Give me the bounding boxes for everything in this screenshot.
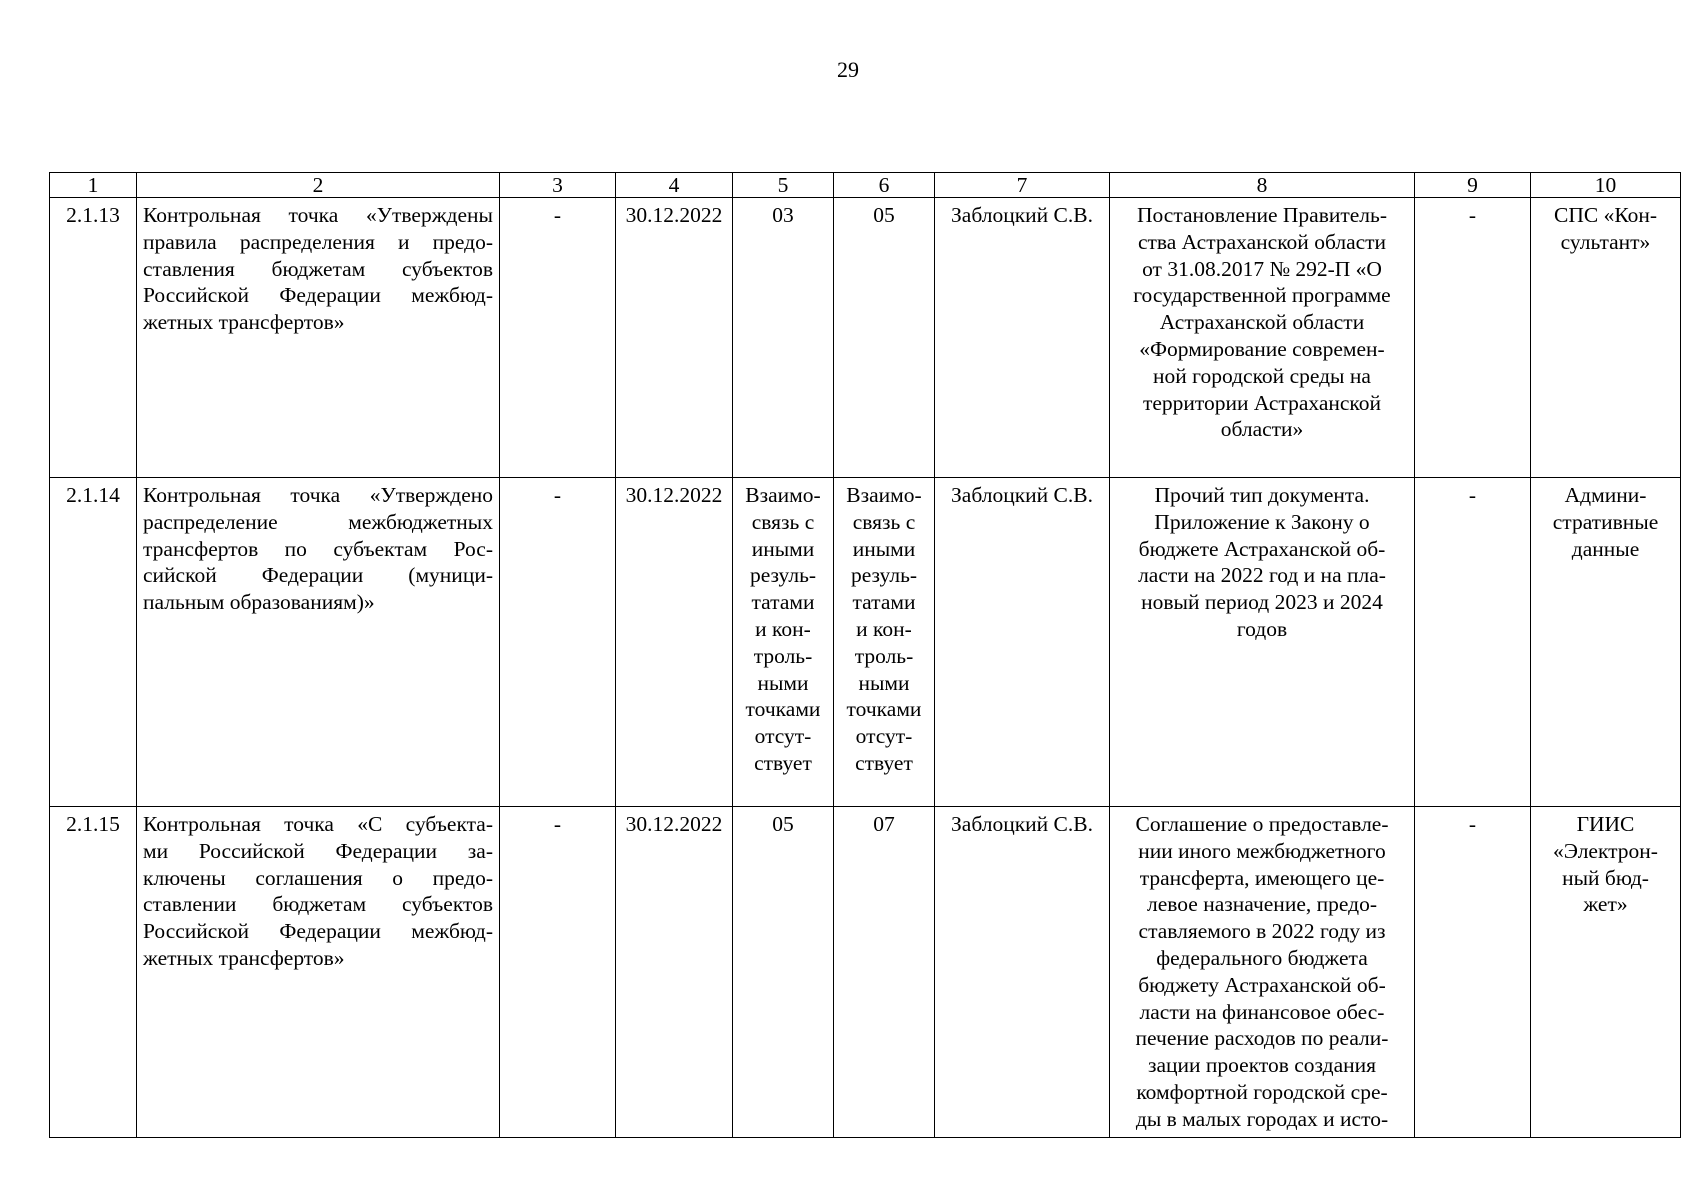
text-line: государственной программе	[1133, 283, 1391, 308]
column-header: 5	[733, 173, 834, 198]
table-row	[50, 478, 1681, 807]
text-line: и кон-	[856, 616, 912, 641]
information-source	[1531, 198, 1681, 478]
text-line: «Формирование современ-	[1139, 336, 1385, 361]
text-line: сийской Федерации (муници-	[143, 563, 493, 588]
text-line: жет»	[1583, 892, 1628, 917]
text-line: годов	[1236, 616, 1288, 641]
information-source	[1531, 807, 1681, 1138]
text-line: и кон-	[755, 616, 811, 641]
text-line: Контрольная точка «Утверждены	[143, 203, 493, 227]
document-description	[1110, 807, 1415, 1138]
text-line: татами	[751, 590, 815, 615]
text-line: ключены соглашения о предо-	[143, 865, 493, 890]
text-line: сультант»	[1560, 229, 1651, 254]
text-line: резуль-	[850, 563, 918, 588]
col5-value	[733, 478, 834, 807]
date-value: 30.12.2022	[616, 198, 733, 478]
date-value: 30.12.2022	[616, 807, 733, 1138]
text-line: 05	[873, 203, 895, 227]
text-line: точками	[745, 697, 821, 722]
text-line: новый период 2023 и 2024	[1141, 590, 1383, 615]
text-line: иными	[852, 536, 916, 561]
column-header: 9	[1415, 173, 1531, 198]
text-line: трансферта, имеющего це-	[1139, 865, 1385, 890]
text-line: ставлении бюджетам субъектов	[143, 892, 493, 917]
text-line: ласти на 2022 год и на пла-	[1138, 563, 1386, 588]
text-line: бюджете Астраханской об-	[1138, 536, 1386, 561]
text-line: троль-	[753, 643, 813, 668]
text-line: Соглашение о предоставле-	[1135, 812, 1389, 836]
control-point-name	[137, 478, 500, 807]
text-line: связь с	[852, 509, 916, 534]
text-line: Приложение к Закону о	[1154, 509, 1370, 534]
text-line: стративные	[1552, 509, 1659, 534]
text-line: «Электрон-	[1553, 838, 1658, 863]
row-number: 2.1.14	[50, 478, 137, 807]
text-line: жетных трансфертов»	[143, 310, 345, 335]
document-description	[1110, 198, 1415, 478]
document-table	[49, 172, 1681, 1138]
date-value: 30.12.2022	[616, 478, 733, 807]
row-number: 2.1.15	[50, 807, 137, 1138]
text-line: 03	[772, 203, 794, 227]
text-line: комфортной городской сре-	[1136, 1079, 1388, 1104]
text-line: Взаимо-	[745, 483, 821, 507]
text-line: ставляемого в 2022 году из	[1138, 919, 1386, 944]
text-line: ГИИС	[1576, 812, 1635, 836]
text-line: территории Астраханской	[1142, 390, 1382, 415]
text-line: ставления бюджетам субъектов	[143, 256, 493, 281]
text-line: отсут-	[855, 724, 913, 749]
control-point-name	[137, 807, 500, 1138]
text-line: Постановление Правитель-	[1137, 203, 1387, 227]
row-number: 2.1.13	[50, 198, 137, 478]
text-line: ными	[757, 670, 809, 695]
text-line: 05	[772, 812, 794, 836]
text-line: ствует	[855, 750, 913, 775]
text-line: пальным образованиям)»	[143, 590, 375, 615]
text-line: бюджету Астраханской об-	[1138, 972, 1386, 997]
text-line: 07	[873, 812, 895, 836]
text-line: нии иного межбюджетного	[1138, 838, 1386, 863]
column-header: 7	[935, 173, 1110, 198]
text-line: жетных трансфертов»	[143, 945, 345, 970]
column-header: 8	[1110, 173, 1415, 198]
text-line: ды в малых городах и исто-	[1135, 1106, 1389, 1131]
text-line: ствует	[754, 750, 812, 775]
col9-value: -	[1415, 198, 1531, 478]
col6-value	[834, 807, 935, 1138]
col9-value: -	[1415, 807, 1531, 1138]
text-line: ласти на финансовое обес-	[1139, 999, 1385, 1024]
text-line: Прочий тип документа.	[1154, 483, 1370, 507]
text-line: печение расходов по реали-	[1135, 1026, 1389, 1051]
document-description	[1110, 478, 1415, 807]
information-source	[1531, 478, 1681, 807]
text-line: федерального бюджета	[1156, 945, 1368, 970]
table-row	[50, 807, 1681, 1138]
text-line: ными	[858, 670, 910, 695]
text-line: связь с	[751, 509, 815, 534]
column-header: 2	[137, 173, 500, 198]
col3-value: -	[500, 478, 616, 807]
col3-value: -	[500, 807, 616, 1138]
col3-value: -	[500, 198, 616, 478]
text-line: левое назначение, предо-	[1147, 892, 1377, 917]
text-line: татами	[852, 590, 916, 615]
col6-value	[834, 198, 935, 478]
column-header: 6	[834, 173, 935, 198]
responsible-person: Заблоцкий С.В.	[935, 478, 1110, 807]
text-line: Админи-	[1564, 483, 1647, 507]
text-line: отсут-	[754, 724, 812, 749]
text-line: трансфертов по субъектам Рос-	[143, 536, 493, 561]
column-header: 10	[1531, 173, 1681, 198]
text-line: Контрольная точка «Утверждено	[143, 483, 493, 507]
col5-value	[733, 807, 834, 1138]
text-line: троль-	[854, 643, 914, 668]
text-line: правила распределения и предо-	[143, 229, 493, 254]
col5-value	[733, 198, 834, 478]
text-line: данные	[1571, 536, 1640, 561]
text-line: ный бюд-	[1562, 865, 1649, 890]
responsible-person: Заблоцкий С.В.	[935, 807, 1110, 1138]
text-line: точками	[846, 697, 922, 722]
text-line: Российской Федерации межбюд-	[143, 283, 493, 308]
text-line: распределение межбюджетных	[143, 509, 493, 534]
table-header-row	[50, 173, 1681, 198]
table-row	[50, 198, 1681, 478]
text-line: от 31.08.2017 № 292-П «О	[1142, 256, 1382, 281]
text-line: Астраханской области	[1159, 310, 1365, 335]
text-line: зации проектов создания	[1147, 1053, 1377, 1078]
col6-value	[834, 478, 935, 807]
text-line: иными	[751, 536, 815, 561]
text-line: области»	[1220, 417, 1304, 442]
text-line: резуль-	[749, 563, 817, 588]
column-header: 3	[500, 173, 616, 198]
text-line: СПС «Кон-	[1553, 203, 1658, 227]
text-line: Российской Федерации межбюд-	[143, 919, 493, 944]
text-line: ной городской среды на	[1153, 363, 1371, 388]
column-header: 1	[50, 173, 137, 198]
responsible-person: Заблоцкий С.В.	[935, 198, 1110, 478]
text-line: ми Российской Федерации за-	[143, 838, 493, 863]
col9-value: -	[1415, 478, 1531, 807]
column-header: 4	[616, 173, 733, 198]
text-line: Контрольная точка «С субъекта-	[143, 812, 493, 836]
text-line: Взаимо-	[846, 483, 922, 507]
text-line: ства Астраханской области	[1137, 229, 1387, 254]
page-number: 29	[837, 57, 859, 82]
control-point-name	[137, 198, 500, 478]
